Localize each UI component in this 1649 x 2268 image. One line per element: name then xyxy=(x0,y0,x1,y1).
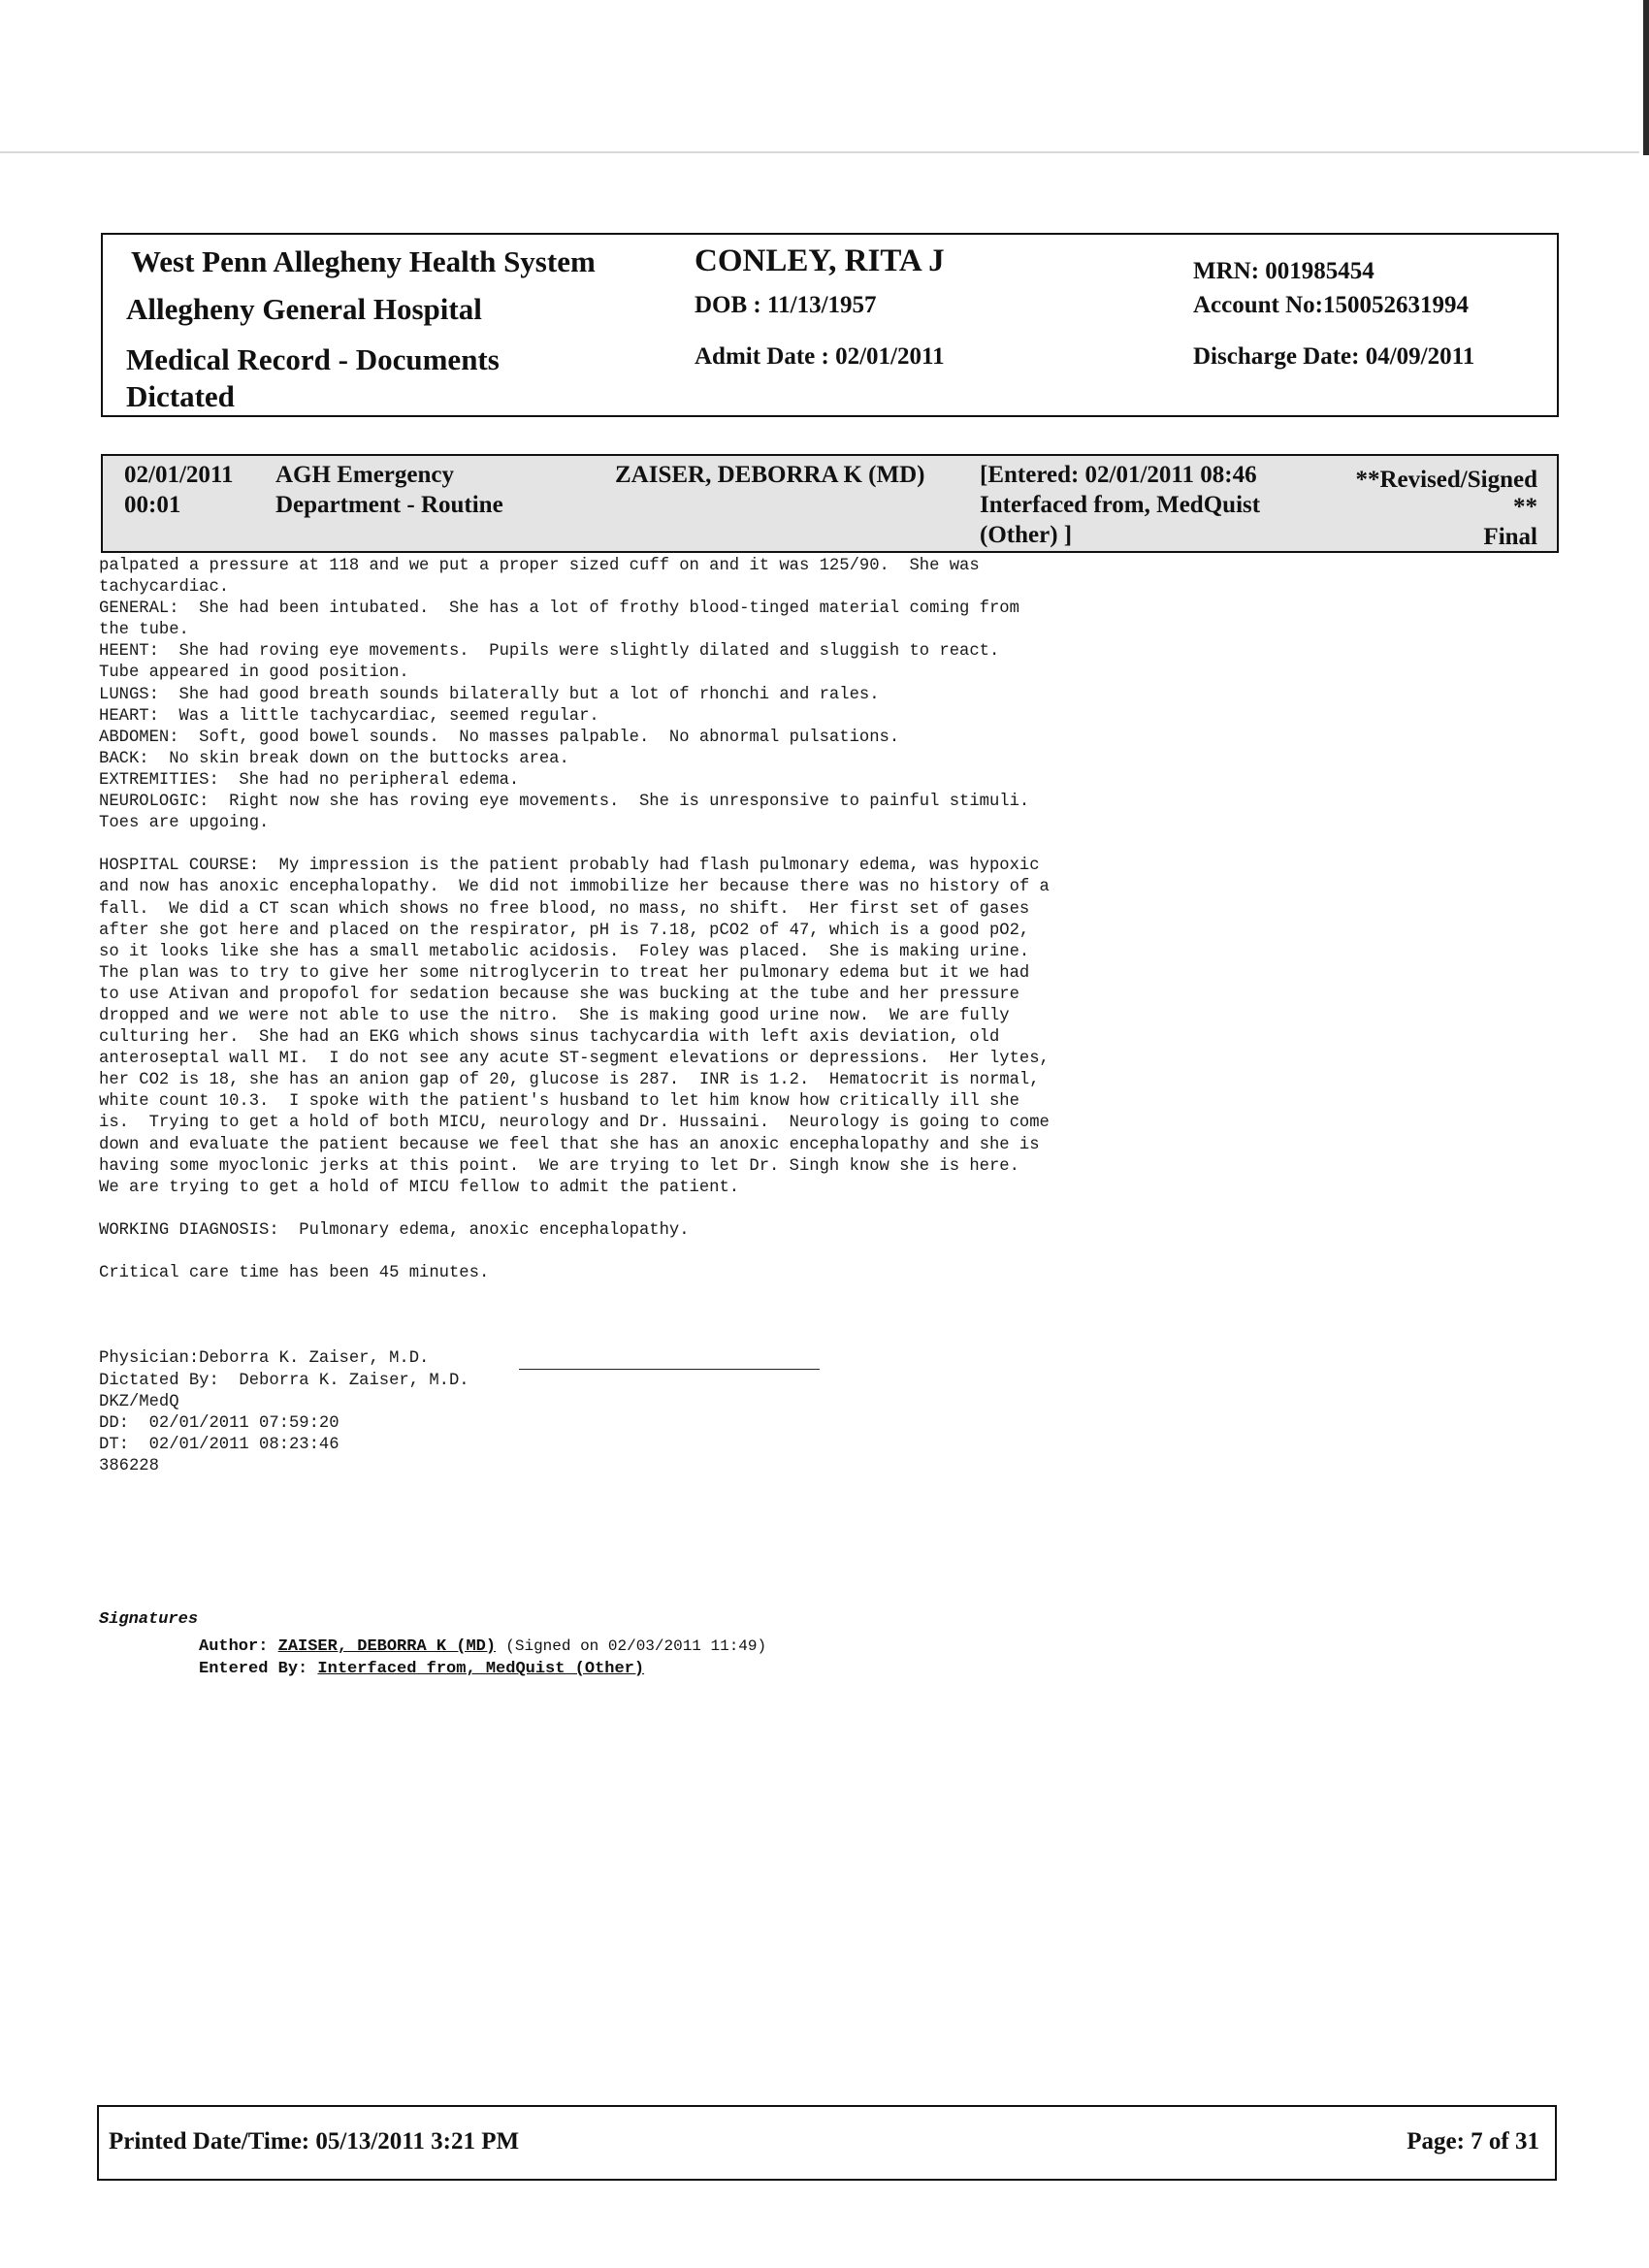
print-footer xyxy=(97,2105,1557,2181)
department-line1: AGH Emergency xyxy=(275,462,454,488)
entered-line3: (Other) ] xyxy=(980,522,1073,548)
physician-signature-line xyxy=(519,1369,820,1370)
status-line2: ** xyxy=(1513,494,1537,520)
entered-by-row xyxy=(199,1660,644,1678)
department-line2: Department - Routine xyxy=(275,492,503,518)
encounter-time: 00:01 xyxy=(124,492,181,518)
account-number: Account No:150052631994 xyxy=(1193,292,1470,318)
status-line3: Final xyxy=(1483,524,1537,550)
entered-by-link[interactable]: Interfaced from, MedQuist (Other) xyxy=(317,1660,645,1678)
physician-name: ZAISER, DEBORRA K (MD) xyxy=(615,462,925,488)
entered-line2: Interfaced from, MedQuist xyxy=(980,492,1261,518)
scan-right-edge xyxy=(1643,0,1649,155)
entered-by-label: Entered By: xyxy=(199,1660,308,1678)
entered-line1: [Entered: 02/01/2011 08:46 xyxy=(980,462,1257,488)
mrn: MRN: 001985454 xyxy=(1193,258,1374,284)
patient-name: CONLEY, RITA J xyxy=(695,243,945,278)
printed-datetime: Printed Date/Time: 05/13/2011 3:21 PM xyxy=(109,2128,520,2155)
status-line1: **Revised/Signed xyxy=(1355,467,1537,493)
record-title-line2: Dictated xyxy=(126,379,235,413)
dictation-body: palpated a pressure at 118 and we put a proper sized cuff on and it was 125/90. She was tachycardiac. GENERAL: She had been intubated. She has a lot of frothy blood-tinged material coming from the tube. HEENT: She had roving eye movements. Pupils were slightly dilated and sluggish to react. Tube appeared in good position. LUNGS: She had good breath sounds bilaterally but a lot of rhonchi and rales. HEART: Was a little tachycardiac, seemed regular. ABDOMEN: Soft, good bowel sounds. No masses palpable. No abnormal pulsations. BACK: No skin break down on the buttocks area. EXTREMITIES: She had no peripheral edema. NEUROLOGIC: Right now she has roving eye movements. She is unresponsive to painful stimuli. Toes are upgoing. HOSPITAL COURSE: My impression is the patient probably had flash pulmonary edema, was hypoxic and now has anoxic encephalopathy. We did not immobilize her because there was no history of a fall. We did a CT scan which shows no free blood, no mass, no shift. Her first set of gases after she got here and placed on the respirator, pH is 7.18, pCO2 of 47, which is a good pO2, so it looks like she has a small metabolic acidosis. Foley was placed. She is making urine. The plan was to try to give her some nitroglycerin to treat her pulmonary edema but it we had to use Ativan and propofol for sedation because she was bucking at the tube and her pressure dropped and we were not able to use the nitro. She is making good urine now. We are fully culturing her. She had an EKG which shows sinus tachycardia with left axis deviation, old anteroseptal wall MI. I do not see any acute ST-segment elevations or depressions. Her lytes, her CO2 is 18, she has an anion gap of 20, glucose is 287. INR is 1.2. Hematocrit is normal, white count 10.3. I spoke with the patient's husband to let him know how critically ill she is. Trying to get a hold of both MICU, neurology and Dr. Hussaini. Neurology is going to come down and evaluate the patient because we feel that she has an anoxic encephalopathy and she is having some myoclonic jerks at this point. We are trying to let Dr. Singh know she is here. We are trying to get a hold of MICU fellow to admit the patient. WORKING DIAGNOSIS: Pulmonary edema, anoxic encephalopathy. Critical care time has been 45 minutes. Physician:Deborra K. Zaiser, M.D. Dictated By: Deborra K. Zaiser, M.D. DKZ/MedQ DD: 02/01/2011 07:59:20 DT: 02/01/2011 08:23:46 386228 xyxy=(99,557,1050,1475)
patient-dob: DOB : 11/13/1957 xyxy=(695,292,877,318)
author-signature-row xyxy=(199,1637,766,1656)
page-number: Page: 7 of 31 xyxy=(1406,2128,1539,2155)
author-label: Author: xyxy=(199,1637,269,1656)
encounter-bar xyxy=(101,454,1559,553)
author-name-link[interactable]: ZAISER, DEBORRA K (MD) xyxy=(277,1637,497,1656)
signatures-title: Signatures xyxy=(99,1610,199,1629)
record-title-line1: Medical Record - Documents xyxy=(126,342,500,376)
scan-top-edge xyxy=(0,151,1639,153)
admit-date: Admit Date : 02/01/2011 xyxy=(695,343,945,370)
org-name: West Penn Allegheny Health System xyxy=(131,244,596,278)
discharge-date: Discharge Date: 04/09/2011 xyxy=(1193,343,1475,370)
patient-header xyxy=(101,233,1559,417)
author-signed-date: (Signed on 02/03/2011 11:49) xyxy=(505,1637,767,1655)
hospital-name: Allegheny General Hospital xyxy=(126,292,482,326)
encounter-date: 02/01/2011 xyxy=(124,462,234,488)
